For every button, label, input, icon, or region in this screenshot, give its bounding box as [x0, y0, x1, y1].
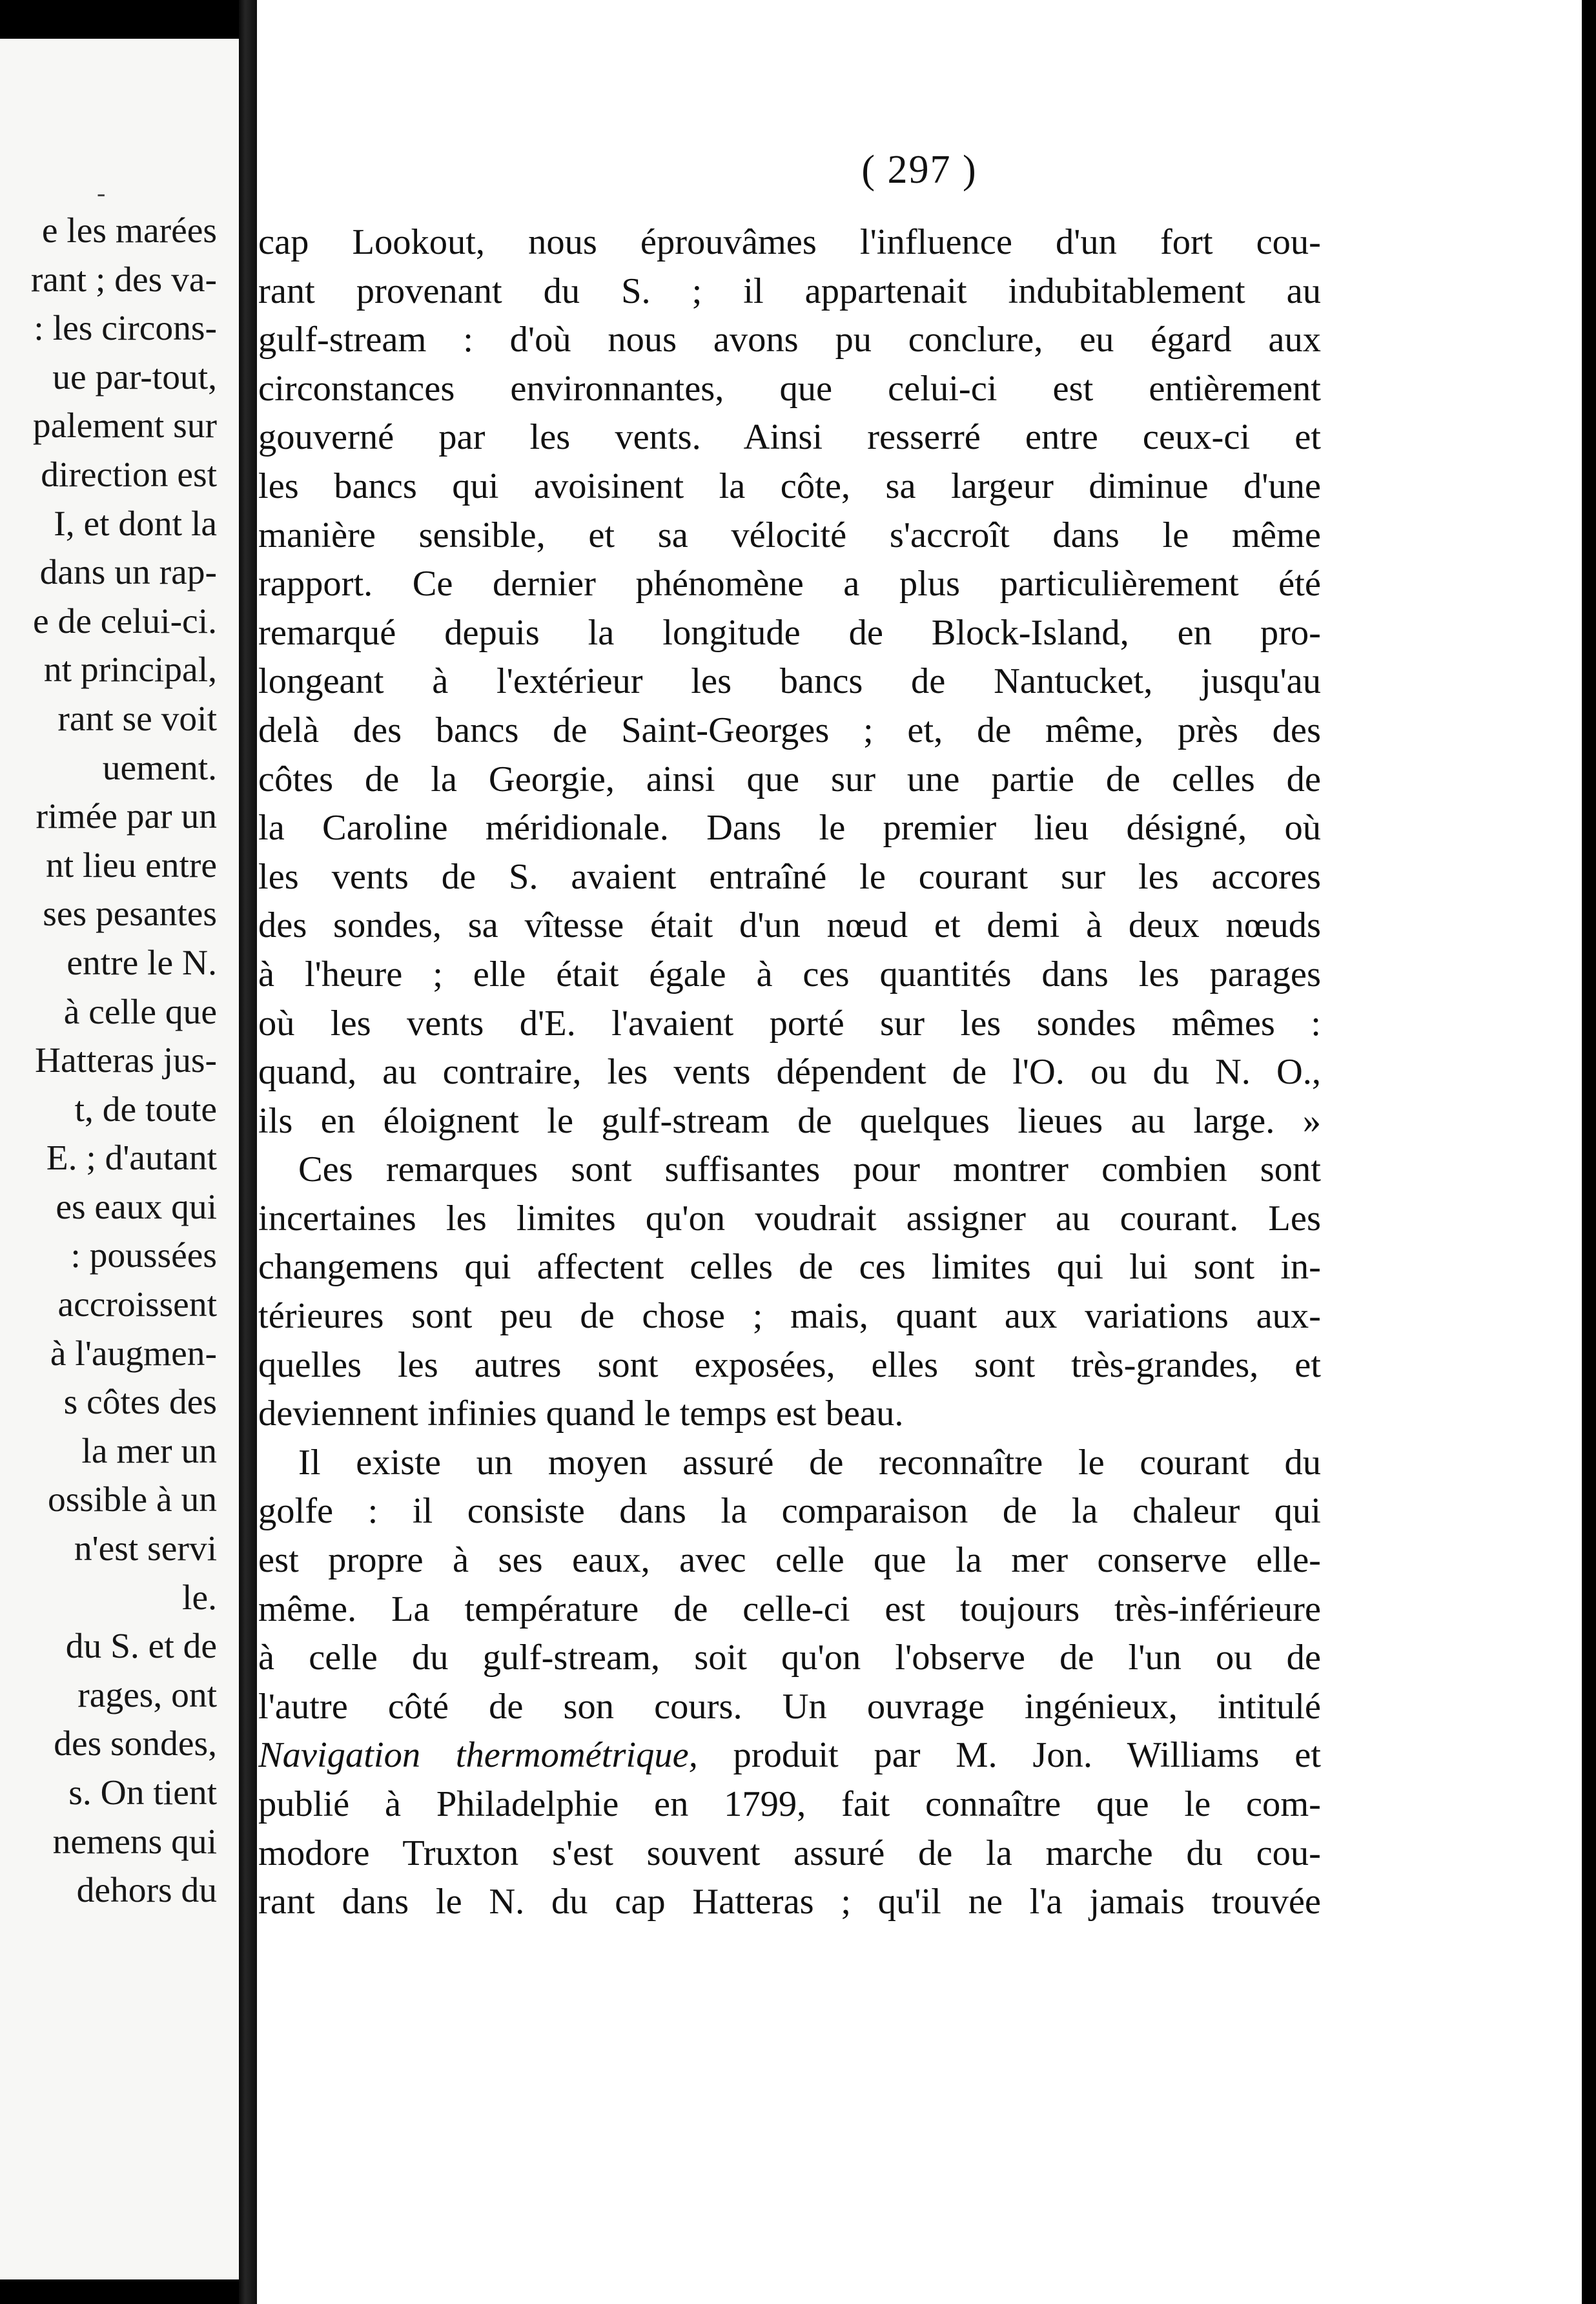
text-line: remarqué depuis la longitude de Block-Island, en pro- — [258, 612, 1321, 653]
text-line: l'autre côté de son cours. Un ouvrage ingénieux, intitulé — [258, 1686, 1321, 1727]
text-line: publié à Philadelphie en 1799, fait connaître que le com- — [258, 1784, 1321, 1824]
facing-line: nemens qui — [52, 1822, 217, 1862]
text-line-remainder: produit par M. Jon. Williams et — [733, 1735, 1321, 1776]
text-line: est propre à ses eaux, avec celle que la mer conserve elle- — [258, 1540, 1321, 1581]
facing-line: le. — [182, 1578, 217, 1618]
facing-line: dehors du — [76, 1871, 217, 1911]
text-line: manière sensible, et sa vélocité s'accroît dans le même — [258, 515, 1321, 555]
facing-line: rant se voit — [57, 699, 217, 739]
text-line: modore Truxton s'est souvent assuré de la marche du cou- — [258, 1833, 1321, 1873]
facing-page-mark: - — [97, 178, 106, 207]
facing-line: ue par-tout, — [52, 357, 217, 397]
page-body-text — [258, 218, 1321, 1927]
facing-line: Hatteras jus- — [34, 1041, 217, 1081]
facing-line: E. ; d'autant — [46, 1138, 217, 1178]
page-edge-border — [1582, 0, 1596, 2304]
facing-line: es eaux qui — [56, 1187, 217, 1227]
text-line: rant dans le N. du cap Hatteras ; qu'il ne l'a jamais trouvée — [258, 1882, 1321, 1922]
facing-line: accroissent — [57, 1285, 217, 1325]
facing-line: la mer un — [81, 1431, 217, 1471]
facing-line: direction est — [41, 455, 217, 495]
facing-line: n'est servi — [74, 1529, 217, 1569]
facing-line: ses pesantes — [43, 894, 217, 934]
text-line: rant provenant du S. ; il appartenait indubitablement au — [258, 271, 1321, 311]
facing-page-fragment — [0, 39, 239, 2279]
facing-line: nt lieu entre — [45, 845, 217, 885]
text-line: où les vents d'E. l'avaient porté sur les sondes mêmes : — [258, 1003, 1321, 1044]
facing-line: ossible à un — [47, 1480, 217, 1520]
text-line: gulf-stream : d'où nous avons pu conclure, eu égard aux — [258, 320, 1321, 360]
text-line: les bancs qui avoisinent la côte, sa largeur diminue d'une — [258, 466, 1321, 506]
text-line: longeant à l'extérieur les bancs de Nantucket, jusqu'au — [258, 661, 1321, 702]
text-line: cap Lookout, nous éprouvâmes l'influence d'un fort cou- — [258, 222, 1321, 262]
facing-line: : poussées — [70, 1236, 217, 1276]
paragraph-start-line: Ces remarques sont suffisantes pour montrer combien sont — [298, 1149, 1321, 1190]
facing-line: : les circons- — [34, 309, 217, 349]
facing-line: entre le N. — [66, 943, 217, 983]
facing-line: e les marées — [41, 211, 217, 251]
facing-line: s côtes des — [63, 1383, 217, 1423]
text-line: golfe : il consiste dans la comparaison de la chaleur qui — [258, 1491, 1321, 1532]
book-gutter — [239, 0, 257, 2304]
text-line: les vents de S. avaient entraîné le courant sur les accores — [258, 856, 1321, 897]
text-line: térieures sont peu de chose ; mais, quant aux variations aux- — [258, 1296, 1321, 1337]
text-line: même. La température de celle-ci est toujours très-inférieure — [258, 1589, 1321, 1629]
facing-line: rimée par un — [36, 797, 217, 837]
facing-line: palement sur — [32, 406, 217, 446]
facing-line: I, et dont la — [54, 504, 217, 544]
text-line: delà des bancs de Saint-Georges ; et, de même, près des — [258, 710, 1321, 750]
facing-line: du S. et de — [65, 1627, 217, 1667]
facing-line: à celle que — [63, 992, 217, 1032]
text-line: des sondes, sa vîtesse était d'un nœud et demi à deux nœuds — [258, 905, 1321, 946]
text-line-with-title — [258, 1731, 1321, 1780]
facing-line: des sondes, — [54, 1724, 217, 1764]
facing-line: à l'augmen- — [50, 1333, 217, 1373]
text-line: côtes de la Georgie, ainsi que sur une partie de celles de — [258, 759, 1321, 799]
paragraph-end-line: deviennent infinies quand le temps est beau. — [258, 1394, 904, 1434]
text-line: incertaines les limites qu'on voudrait assigner au courant. Les — [258, 1198, 1321, 1239]
text-line: quelles les autres sont exposées, elles sont très-grandes, et — [258, 1344, 1321, 1385]
text-line: à celle du gulf-stream, soit qu'on l'observe de l'un ou de — [258, 1638, 1321, 1678]
facing-line: nt principal, — [43, 650, 217, 690]
text-line: rapport. Ce dernier phénomène a plus particulièrement été — [258, 564, 1321, 604]
page-number: ( 297 ) — [861, 148, 977, 192]
facing-line: rages, ont — [77, 1675, 217, 1715]
facing-page-text — [0, 207, 217, 1915]
facing-line: uement. — [102, 748, 217, 788]
text-line: gouverné par les vents. Ainsi resserré entre ceux-ci et — [258, 417, 1321, 458]
facing-line: e de celui-ci. — [32, 601, 217, 641]
paragraph-start-line: Il existe un moyen assuré de reconnaître le courant du — [298, 1442, 1321, 1483]
text-line: ils en éloignent le gulf-stream de quelques lieues au large. » — [258, 1100, 1321, 1141]
text-line: circonstances environnantes, que celui-ci est entièrement — [258, 368, 1321, 409]
facing-line: s. On tient — [68, 1773, 217, 1813]
text-line: changemens qui affectent celles de ces limites qui lui sont in- — [258, 1247, 1321, 1288]
text-line: la Caroline méridionale. Dans le premier lieu désigné, où — [258, 808, 1321, 849]
facing-line: t, de toute — [74, 1089, 217, 1129]
facing-line: dans un rap- — [39, 553, 217, 593]
text-line: quand, au contraire, les vents dépendent de l'O. ou du N. O., — [258, 1052, 1321, 1093]
italic-book-title: Navigation thermométrique, — [258, 1735, 698, 1776]
book-page — [257, 0, 1582, 2304]
facing-line: rant ; des va- — [30, 260, 217, 300]
text-line: à l'heure ; elle était égale à ces quantités dans les parages — [258, 954, 1321, 994]
